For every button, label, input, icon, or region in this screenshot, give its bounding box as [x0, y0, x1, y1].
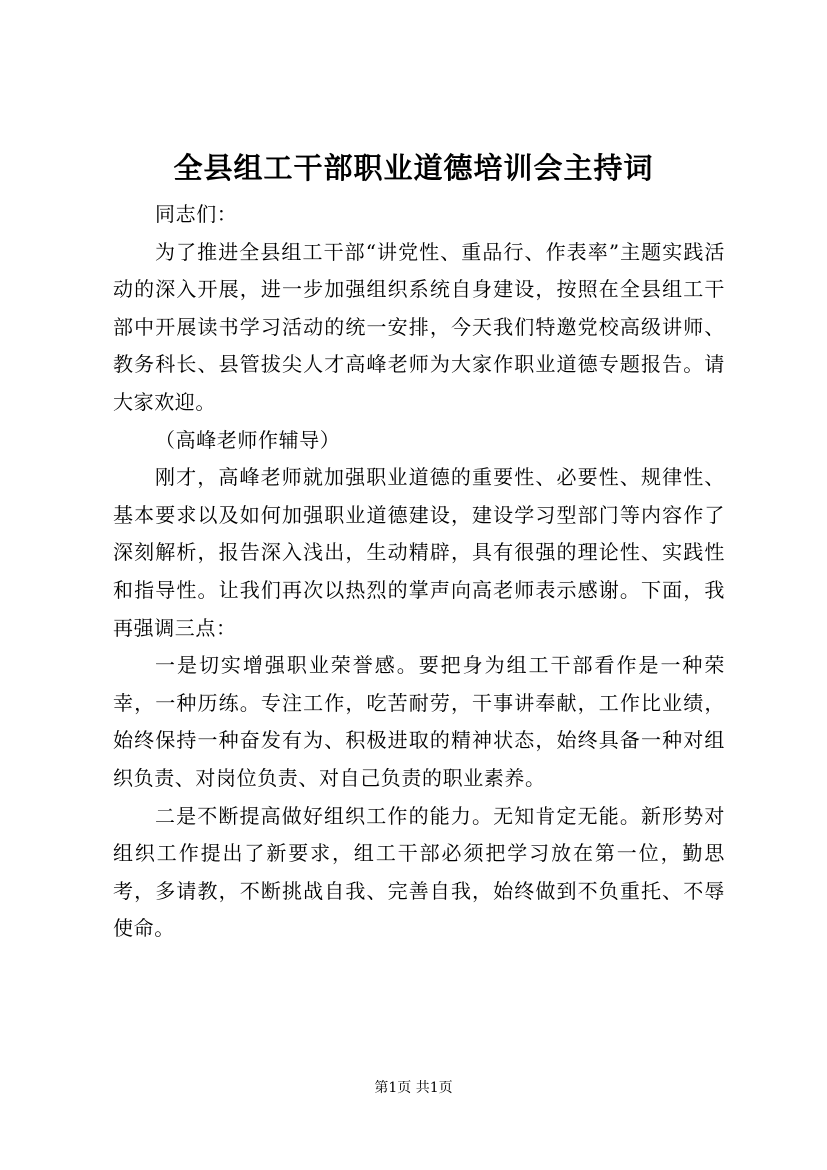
lecture-note-paragraph: （高峰老师作辅导） [155, 427, 341, 452]
page-footer: 第1页 共1页 [374, 1080, 453, 1096]
point-two-paragraph: 二是不断提高做好组织工作的能力。无知肯定无能。新形势对组织工作提出了新要求，组工干部必须把学习放在第一位，勤思考，多请教，不断挑战自我、完善自我，始终做到不负重托、不辱使命。 [113, 803, 725, 941]
document-body [113, 196, 725, 948]
point-one-paragraph: 一是切实增强职业荣誉感。要把身为组工干部看作是一种荣幸，一种历练。专注工作，吃苦耐劳，干事讲奉献，工作比业绩，始终保持一种奋发有为、积极进取的精神状态，始终具备一种对组织负责、对岗位负责、对自己负责的职业素养。 [113, 653, 725, 790]
summary-paragraph: 刚才，高峰老师就加强职业道德的重要性、必要性、规律性、基本要求以及如何加强职业道德建设，建设学习型部门等内容作了深刻解析，报告深入浅出，生动精辟，具有很强的理论性、实践性和指导性。让我们再次以热烈的掌声向高老师表示感谢。下面，我再强调三点： [113, 465, 725, 640]
document-title: 全县组工干部职业道德培训会主持词 [173, 151, 654, 185]
intro-paragraph: 为了推进全县组工干部“讲党性、重品行、作表率”主题实践活动的深入开展，进一步加强组织系统自身建设，按照在全县组工干部中开展读书学习活动的统一安排，今天我们特邀党校高级讲师、教务科长、县管拔尖人才高峰老师为大家作职业道德专题报告。请大家欢迎。 [113, 239, 725, 414]
salutation-paragraph: 同志们： [155, 202, 238, 226]
